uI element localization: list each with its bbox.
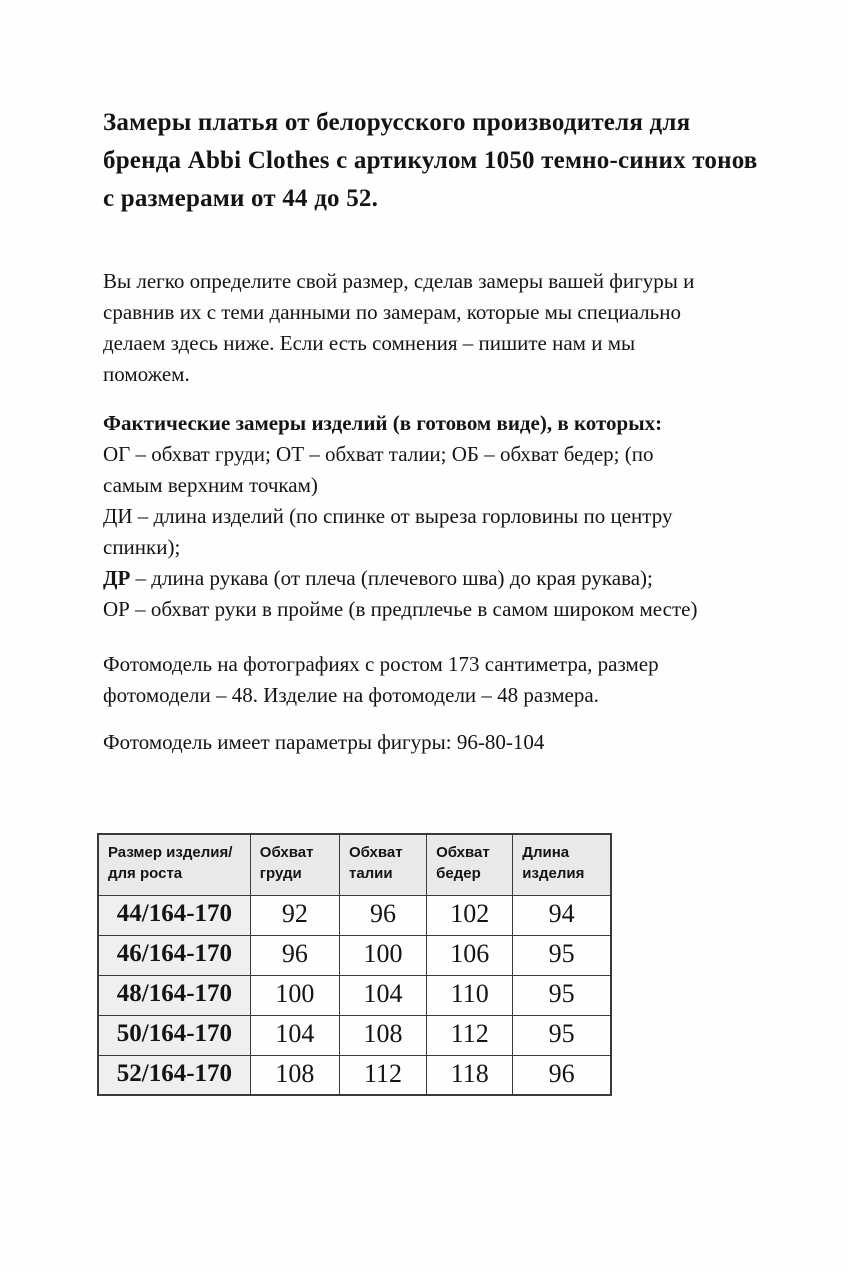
header-size: Размер изделия/для роста [98, 834, 250, 895]
cell-length: 94 [513, 895, 611, 935]
size-table-body [98, 895, 611, 1095]
definition-text: спинки); [103, 535, 181, 559]
cell-waist: 96 [339, 895, 426, 935]
definitions-heading: Фактические замеры изделий (в готовом виде), в которых: [103, 411, 663, 435]
intro-paragraph [103, 266, 770, 390]
definition-text: ОР – обхват руки в пройме (в предплечье в самом широком месте) [103, 597, 698, 621]
definition-line [103, 563, 770, 594]
header-row [98, 834, 611, 895]
cell-chest: 92 [250, 895, 339, 935]
measurement-definitions [103, 408, 770, 625]
model-info-paragraph [103, 649, 770, 711]
cell-waist: 112 [339, 1055, 426, 1095]
cell-size: 46/164-170 [98, 935, 250, 975]
title-line: с размерами от 44 до 52. [103, 185, 379, 212]
cell-length: 95 [513, 935, 611, 975]
cell-chest: 96 [250, 935, 339, 975]
table-row [98, 1015, 611, 1055]
model-info-line: Фотомодель на фотографиях с ростом 173 сантиметра, размер [103, 652, 659, 676]
cell-chest: 104 [250, 1015, 339, 1055]
cell-hips: 112 [427, 1015, 513, 1055]
intro-line: поможем. [103, 362, 190, 386]
definition-line [103, 532, 770, 563]
header-hips: Обхват бедер [427, 834, 513, 895]
definition-term: ДР [103, 566, 131, 590]
table-row [98, 935, 611, 975]
title-line: бренда Abbi Clothes с артикулом 1050 темно-синих тонов [103, 147, 758, 174]
model-info-line: фотомодели – 48. Изделие на фотомодели – 48 размера. [103, 683, 599, 707]
intro-line: делаем здесь ниже. Если есть сомнения – пишите нам и мы [103, 331, 636, 355]
cell-length: 95 [513, 975, 611, 1015]
cell-waist: 104 [339, 975, 426, 1015]
intro-line: сравнив их с теми данными по замерам, которые мы специально [103, 300, 681, 324]
title-line: Замеры платья от белорусского производителя для [103, 109, 691, 136]
definition-text: ОГ – обхват груди; ОТ – обхват талии; ОБ – обхват бедер; (по [103, 442, 654, 466]
definition-line [103, 594, 770, 625]
definitions-lines [103, 439, 770, 625]
cell-hips: 106 [427, 935, 513, 975]
cell-size: 52/164-170 [98, 1055, 250, 1095]
definition-text: – длина рукава (от плеча (плечевого шва) до края рукава); [130, 566, 653, 590]
header-length: Длина изделия [513, 834, 611, 895]
cell-size: 50/164-170 [98, 1015, 250, 1055]
table-row [98, 895, 611, 935]
cell-hips: 102 [427, 895, 513, 935]
model-params-paragraph: Фотомодель имеет параметры фигуры: 96-80-104 [103, 730, 545, 754]
size-chart-table [97, 833, 612, 1096]
definition-line [103, 501, 770, 532]
cell-chest: 108 [250, 1055, 339, 1095]
cell-waist: 100 [339, 935, 426, 975]
size-table-header [98, 834, 611, 895]
definition-text: самым верхним точкам) [103, 473, 318, 497]
cell-chest: 100 [250, 975, 339, 1015]
table-row [98, 975, 611, 1015]
cell-size: 44/164-170 [98, 895, 250, 935]
cell-waist: 108 [339, 1015, 426, 1055]
definition-line [103, 470, 770, 501]
definition-text: ДИ – длина изделий (по спинке от выреза горловины по центру [103, 504, 673, 528]
header-waist: Обхват талии [339, 834, 426, 895]
cell-hips: 110 [427, 975, 513, 1015]
header-chest: Обхват груди [250, 834, 339, 895]
cell-length: 96 [513, 1055, 611, 1095]
page-title [103, 104, 770, 218]
table-row [98, 1055, 611, 1095]
intro-line: Вы легко определите свой размер, сделав замеры вашей фигуры и [103, 269, 695, 293]
definition-line [103, 439, 770, 470]
cell-size: 48/164-170 [98, 975, 250, 1015]
cell-hips: 118 [427, 1055, 513, 1095]
cell-length: 95 [513, 1015, 611, 1055]
